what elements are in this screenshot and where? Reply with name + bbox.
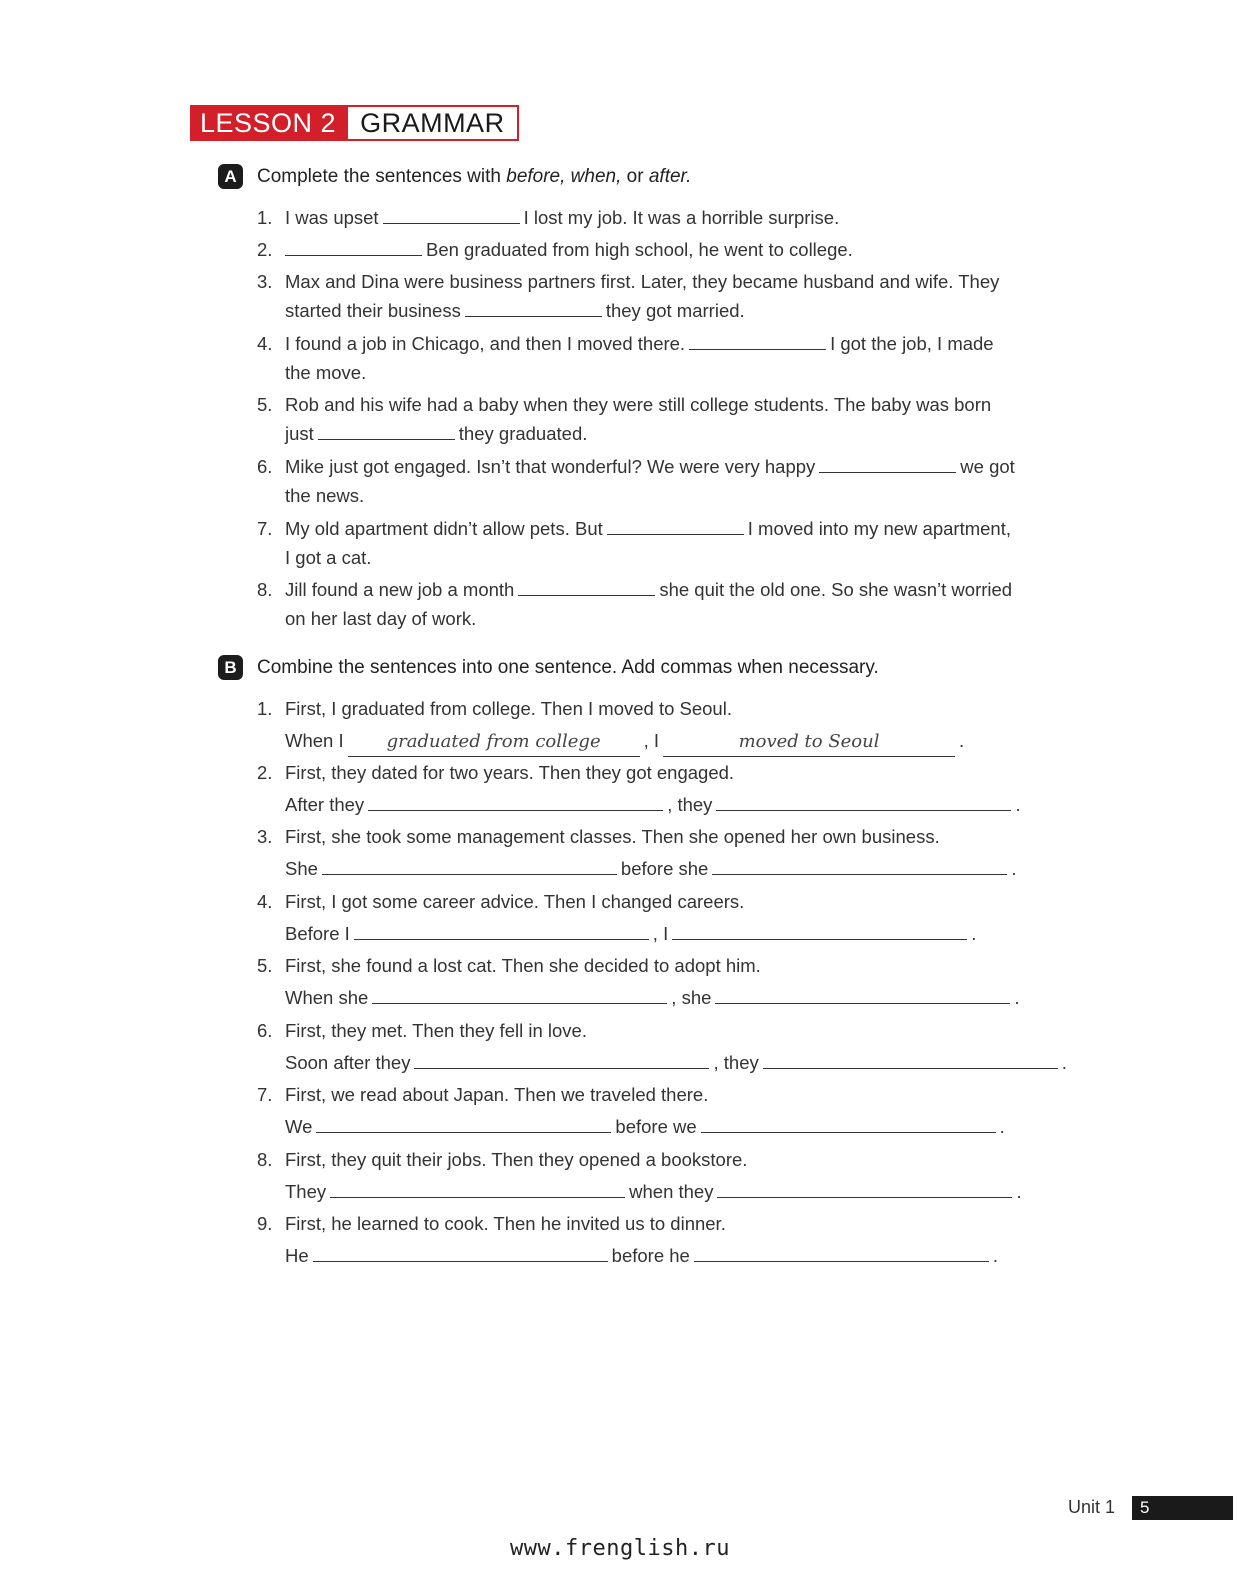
page-number: 5 <box>1132 1496 1233 1520</box>
answer-blank[interactable] <box>717 1179 1012 1198</box>
section-b-badge: B <box>218 655 243 680</box>
watermark: www.frenglish.ru <box>510 1536 730 1561</box>
answer-blank[interactable] <box>316 1114 611 1133</box>
lesson-label: LESSON 2 <box>190 105 348 141</box>
answer-blank[interactable] <box>819 454 956 473</box>
section-b-instruction: Combine the sentences into one sentence. Add commas when necessary. <box>257 656 879 678</box>
lesson-header <box>190 105 519 141</box>
answer-blank[interactable] <box>368 792 663 811</box>
answer-blank[interactable] <box>716 792 1011 811</box>
answer-blank[interactable] <box>672 921 967 940</box>
example-answer-2[interactable]: moved to Seoul <box>663 727 955 757</box>
section-a-badge: A <box>218 164 243 189</box>
answer-blank[interactable] <box>383 205 520 224</box>
answer-blank[interactable] <box>694 1243 989 1262</box>
answer-blank[interactable] <box>322 856 617 875</box>
answer-blank[interactable] <box>712 856 1007 875</box>
answer-blank[interactable] <box>701 1114 996 1133</box>
answer-blank[interactable] <box>313 1243 608 1262</box>
answer-blank[interactable] <box>715 985 1010 1004</box>
answer-blank[interactable] <box>689 331 826 350</box>
section-a-instruction: Complete the sentences with before, when, or after. <box>257 165 692 187</box>
unit-label: Unit 1 <box>1068 1497 1116 1517</box>
answer-blank[interactable] <box>330 1179 625 1198</box>
answer-blank[interactable] <box>318 421 455 440</box>
answer-blank[interactable] <box>763 1050 1058 1069</box>
answer-blank[interactable] <box>518 577 655 596</box>
lesson-topic: GRAMMAR <box>348 105 519 141</box>
answer-blank[interactable] <box>372 985 667 1004</box>
answer-blank[interactable] <box>414 1050 709 1069</box>
answer-blank[interactable] <box>285 237 422 256</box>
section-b-heading <box>218 655 879 680</box>
answer-blank[interactable] <box>607 516 744 535</box>
section-a-heading <box>218 164 691 189</box>
example-answer-1[interactable]: graduated from college <box>348 727 640 757</box>
answer-blank[interactable] <box>465 298 602 317</box>
answer-blank[interactable] <box>354 921 649 940</box>
